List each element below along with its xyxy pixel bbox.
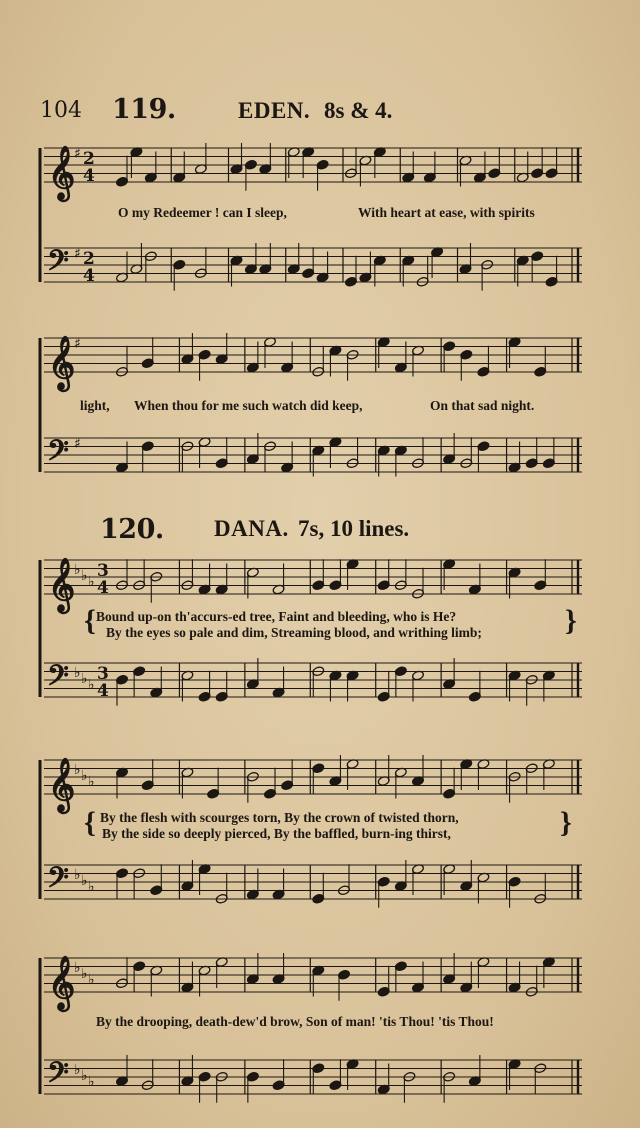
page-number: 104 [40,98,82,123]
lyric-line: By the drooping, death-dew'd brow, Son of man! 'tis Thou! 'tis Thou! [96,1014,494,1029]
time-signature-top: 2 [83,249,95,269]
left-brace: { [84,806,96,839]
flat-icon: ♭ [88,1074,95,1090]
lyric-line: By the flesh with scourges torn, By the crown of twisted thorn, [100,810,459,825]
hymn-number: 120. [100,514,164,545]
lyric-line: O my Redeemer ! can I sleep, [118,205,287,220]
time-signature-top: 2 [83,149,95,169]
lyric-line: When thou for me such watch did keep, [134,398,363,413]
tune-name: DANA. [214,516,289,541]
lyric-line: Bound up-on th'accurs-ed tree, Faint and bleeding, who is He? [96,609,457,624]
hymn-meter: 7s, 10 lines. [298,516,410,541]
time-signature-bottom: 4 [97,681,109,701]
bass-clef-icon: 𝄢 [47,434,69,475]
hymn-meter: 8s & 4. [324,98,393,123]
right-brace: } [565,604,577,637]
flat-icon: ♭ [74,960,81,976]
flat-icon: ♭ [88,972,95,988]
flat-icon: ♭ [81,671,88,687]
sharp-icon: ♯ [74,246,81,262]
right-brace: } [560,806,572,839]
lyric-line: By the eyes so pale and dim, Streaming blood, and writhing limb; [106,625,482,640]
bass-clef-icon: 𝄢 [47,861,69,902]
flat-icon: ♭ [88,677,95,693]
flat-icon: ♭ [74,762,81,778]
flat-icon: ♭ [74,562,81,578]
treble-clef-icon: 𝄞 [48,955,76,1009]
bass-clef-icon: 𝄢 [47,659,69,700]
treble-clef-icon: 𝄞 [48,335,76,389]
lyric-line: With heart at ease, with spirits [358,205,535,220]
treble-clef-icon: 𝄞 [48,145,76,199]
tune-name: EDEN. [238,98,311,123]
time-signature-bottom: 4 [83,266,95,286]
time-signature-top: 3 [97,561,109,581]
sharp-icon: ♯ [74,436,81,452]
sharp-icon: ♯ [74,336,81,352]
treble-clef-icon: 𝄞 [48,757,76,811]
time-signature-bottom: 4 [83,166,95,186]
lyric-line: light, [80,398,110,413]
time-signature-top: 3 [97,664,109,684]
flat-icon: ♭ [81,768,88,784]
time-signature-bottom: 4 [97,578,109,598]
flat-icon: ♭ [74,867,81,883]
flat-icon: ♭ [88,774,95,790]
flat-icon: ♭ [74,665,81,681]
left-brace: { [84,604,96,637]
treble-clef-icon: 𝄞 [48,557,76,611]
flat-icon: ♭ [81,966,88,982]
flat-icon: ♭ [81,568,88,584]
hymn-number: 119. [112,94,176,125]
lyric-line: On that sad night. [430,398,535,413]
sharp-icon: ♯ [74,146,81,162]
flat-icon: ♭ [88,574,95,590]
flat-icon: ♭ [88,879,95,895]
bass-clef-icon: 𝄢 [47,244,69,285]
flat-icon: ♭ [74,1062,81,1078]
lyric-line: By the side so deeply pierced, By the baffled, burn-ing thirst, [102,826,451,841]
flat-icon: ♭ [81,1068,88,1084]
bass-clef-icon: 𝄢 [47,1056,69,1097]
flat-icon: ♭ [81,873,88,889]
